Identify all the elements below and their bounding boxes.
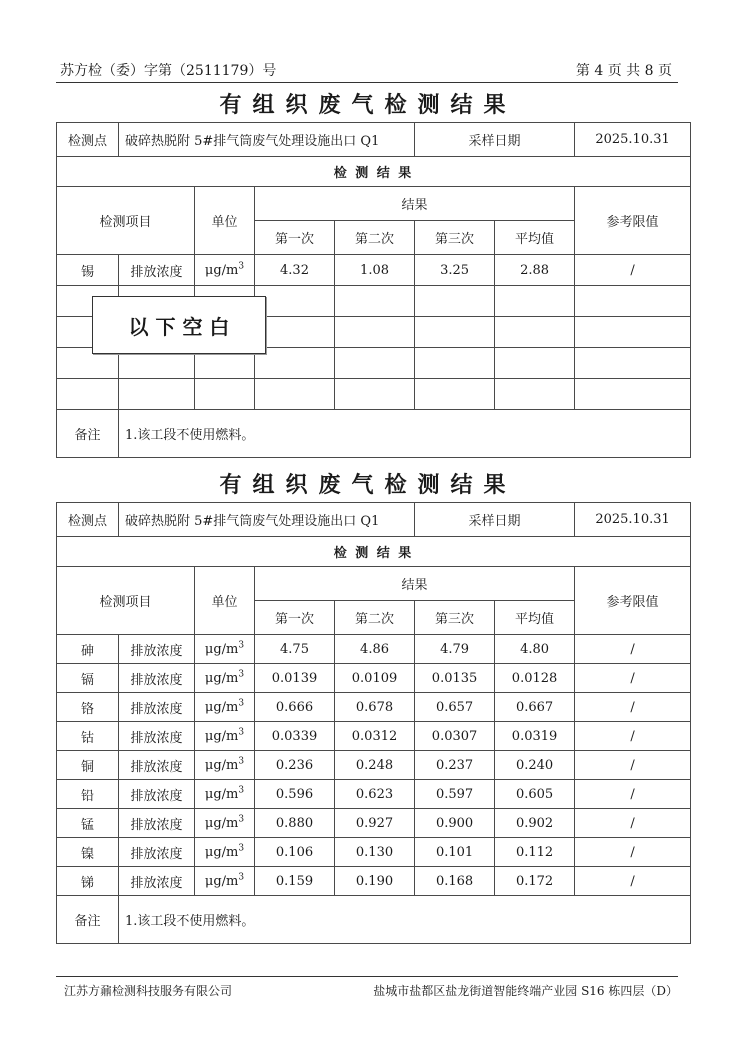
value-3: 0.0307	[415, 722, 495, 751]
value-2: 0.248	[335, 751, 415, 780]
note-row	[57, 896, 691, 944]
table-row	[57, 809, 691, 838]
value-1: 0.236	[255, 751, 335, 780]
empty-row	[57, 379, 691, 410]
value-3: 0.0135	[415, 664, 495, 693]
value-2: 4.86	[335, 635, 415, 664]
point-label: 检测点	[57, 503, 119, 537]
param-cell: 排放浓度	[119, 867, 195, 896]
col-result: 结果	[255, 187, 575, 221]
unit-cell: $\mu g/m^3$	[195, 809, 255, 838]
header-rule	[56, 82, 678, 83]
element-cell: 锑	[57, 867, 119, 896]
value-avg: 0.172	[495, 867, 575, 896]
date-value: 2025.10.31	[575, 503, 691, 537]
limit-cell: /	[575, 751, 691, 780]
limit-cell: /	[575, 809, 691, 838]
value-3: 0.597	[415, 780, 495, 809]
value-2: 0.130	[335, 838, 415, 867]
unit-cell: $\mu g/m^3$	[195, 838, 255, 867]
value-2: 0.927	[335, 809, 415, 838]
col-item: 检测项目	[57, 567, 195, 635]
sub-col-2: 第二次	[335, 601, 415, 635]
footer-rule	[56, 976, 678, 977]
value-1: 0.880	[255, 809, 335, 838]
note-value: 1.该工段不使用燃料。	[119, 896, 691, 944]
value-3: 0.237	[415, 751, 495, 780]
limit-cell: /	[575, 635, 691, 664]
sub-col-1: 第一次	[255, 601, 335, 635]
value-avg: 0.902	[495, 809, 575, 838]
point-value: 破碎热脱附 5#排气筒废气处理设施出口 Q1	[119, 123, 415, 157]
value-avg: 0.0128	[495, 664, 575, 693]
param-cell: 排放浓度	[119, 664, 195, 693]
value-1: 0.0139	[255, 664, 335, 693]
page-indicator: 第 4 页 共 8 页	[575, 63, 672, 79]
table-row	[57, 635, 691, 664]
col-limit: 参考限值	[575, 187, 691, 255]
sub-col-2: 第二次	[335, 221, 415, 255]
sub-col-1: 第一次	[255, 221, 335, 255]
element-cell: 锰	[57, 809, 119, 838]
point-value: 破碎热脱附 5#排气筒废气处理设施出口 Q1	[119, 503, 415, 537]
value-2: 0.0312	[335, 722, 415, 751]
sub-col-avg: 平均值	[495, 221, 575, 255]
value-1: 0.666	[255, 693, 335, 722]
section2-title: 有组织废气检测结果	[219, 472, 517, 498]
report-number: 苏方检（委）字第（2511179）号	[60, 63, 277, 79]
element-cell: 镉	[57, 664, 119, 693]
value-2: 0.0109	[335, 664, 415, 693]
value-1: 0.106	[255, 838, 335, 867]
company-address: 盐城市盐都区盐龙街道智能终端产业园 S16 栋四层（D）	[373, 984, 678, 998]
value-avg: 2.88	[495, 255, 575, 286]
value-1: 0.0339	[255, 722, 335, 751]
value-3: 0.657	[415, 693, 495, 722]
unit-cell: $\mu g/m^3$	[195, 722, 255, 751]
limit-cell: /	[575, 255, 691, 286]
date-value: 2025.10.31	[575, 123, 691, 157]
table-row	[57, 693, 691, 722]
param-cell: 排放浓度	[119, 838, 195, 867]
sub-col-3: 第三次	[415, 221, 495, 255]
note-row	[57, 410, 691, 458]
note-value: 1.该工段不使用燃料。	[119, 410, 691, 458]
unit-cell: $\mu g/m^3$	[195, 664, 255, 693]
limit-cell: /	[575, 664, 691, 693]
unit-cell: $\mu g/m^3$	[195, 635, 255, 664]
element-cell: 锡	[57, 255, 119, 286]
note-label: 备注	[57, 896, 119, 944]
table-row	[57, 664, 691, 693]
element-cell: 铜	[57, 751, 119, 780]
element-cell: 铬	[57, 693, 119, 722]
col-unit: 单位	[195, 187, 255, 255]
blank-stamp: 以 下 空 白	[92, 296, 266, 354]
param-cell: 排放浓度	[119, 780, 195, 809]
info-row	[57, 123, 691, 157]
param-cell: 排放浓度	[119, 693, 195, 722]
date-label: 采样日期	[415, 123, 575, 157]
limit-cell: /	[575, 693, 691, 722]
unit-cell: $\mu g/m^3$	[195, 693, 255, 722]
table-row	[57, 255, 691, 286]
section1-table	[56, 122, 691, 458]
value-2: 0.190	[335, 867, 415, 896]
section1-title: 有组织废气检测结果	[219, 92, 517, 118]
param-cell: 排放浓度	[119, 809, 195, 838]
unit-cell: $\mu g/m^3$	[195, 255, 255, 286]
col-limit: 参考限值	[575, 567, 691, 635]
unit-cell: $\mu g/m^3$	[195, 780, 255, 809]
unit-cell: $\mu g/m^3$	[195, 867, 255, 896]
limit-cell: /	[575, 722, 691, 751]
results-heading: 检 测 结 果	[57, 157, 691, 187]
col-result: 结果	[255, 567, 575, 601]
value-2: 0.678	[335, 693, 415, 722]
sub-col-3: 第三次	[415, 601, 495, 635]
element-cell: 钴	[57, 722, 119, 751]
value-1: 0.159	[255, 867, 335, 896]
value-1: 4.32	[255, 255, 335, 286]
element-cell: 砷	[57, 635, 119, 664]
info-row	[57, 503, 691, 537]
table-row	[57, 780, 691, 809]
value-2: 1.08	[335, 255, 415, 286]
element-cell: 镍	[57, 838, 119, 867]
param-cell: 排放浓度	[119, 722, 195, 751]
value-avg: 0.0319	[495, 722, 575, 751]
limit-cell: /	[575, 838, 691, 867]
page-header	[56, 60, 676, 80]
date-label: 采样日期	[415, 503, 575, 537]
value-avg: 0.605	[495, 780, 575, 809]
table-row	[57, 838, 691, 867]
col-item: 检测项目	[57, 187, 195, 255]
section2-table	[56, 502, 691, 944]
table-row	[57, 722, 691, 751]
param-cell: 排放浓度	[119, 751, 195, 780]
table-row	[57, 751, 691, 780]
col-unit: 单位	[195, 567, 255, 635]
value-3: 0.101	[415, 838, 495, 867]
value-avg: 4.80	[495, 635, 575, 664]
sub-col-avg: 平均值	[495, 601, 575, 635]
value-3: 3.25	[415, 255, 495, 286]
note-label: 备注	[57, 410, 119, 458]
section2-rows	[57, 635, 691, 896]
value-2: 0.623	[335, 780, 415, 809]
company-name: 江苏方鼐检测科技服务有限公司	[64, 984, 233, 998]
param-cell: 排放浓度	[119, 635, 195, 664]
param-cell: 排放浓度	[119, 255, 195, 286]
results-heading: 检 测 结 果	[57, 537, 691, 567]
value-3: 0.168	[415, 867, 495, 896]
point-label: 检测点	[57, 123, 119, 157]
limit-cell: /	[575, 780, 691, 809]
value-1: 4.75	[255, 635, 335, 664]
value-1: 0.596	[255, 780, 335, 809]
table-row	[57, 867, 691, 896]
value-3: 4.79	[415, 635, 495, 664]
value-avg: 0.240	[495, 751, 575, 780]
element-cell: 铅	[57, 780, 119, 809]
limit-cell: /	[575, 867, 691, 896]
value-avg: 0.112	[495, 838, 575, 867]
value-3: 0.900	[415, 809, 495, 838]
value-avg: 0.667	[495, 693, 575, 722]
unit-cell: $\mu g/m^3$	[195, 751, 255, 780]
